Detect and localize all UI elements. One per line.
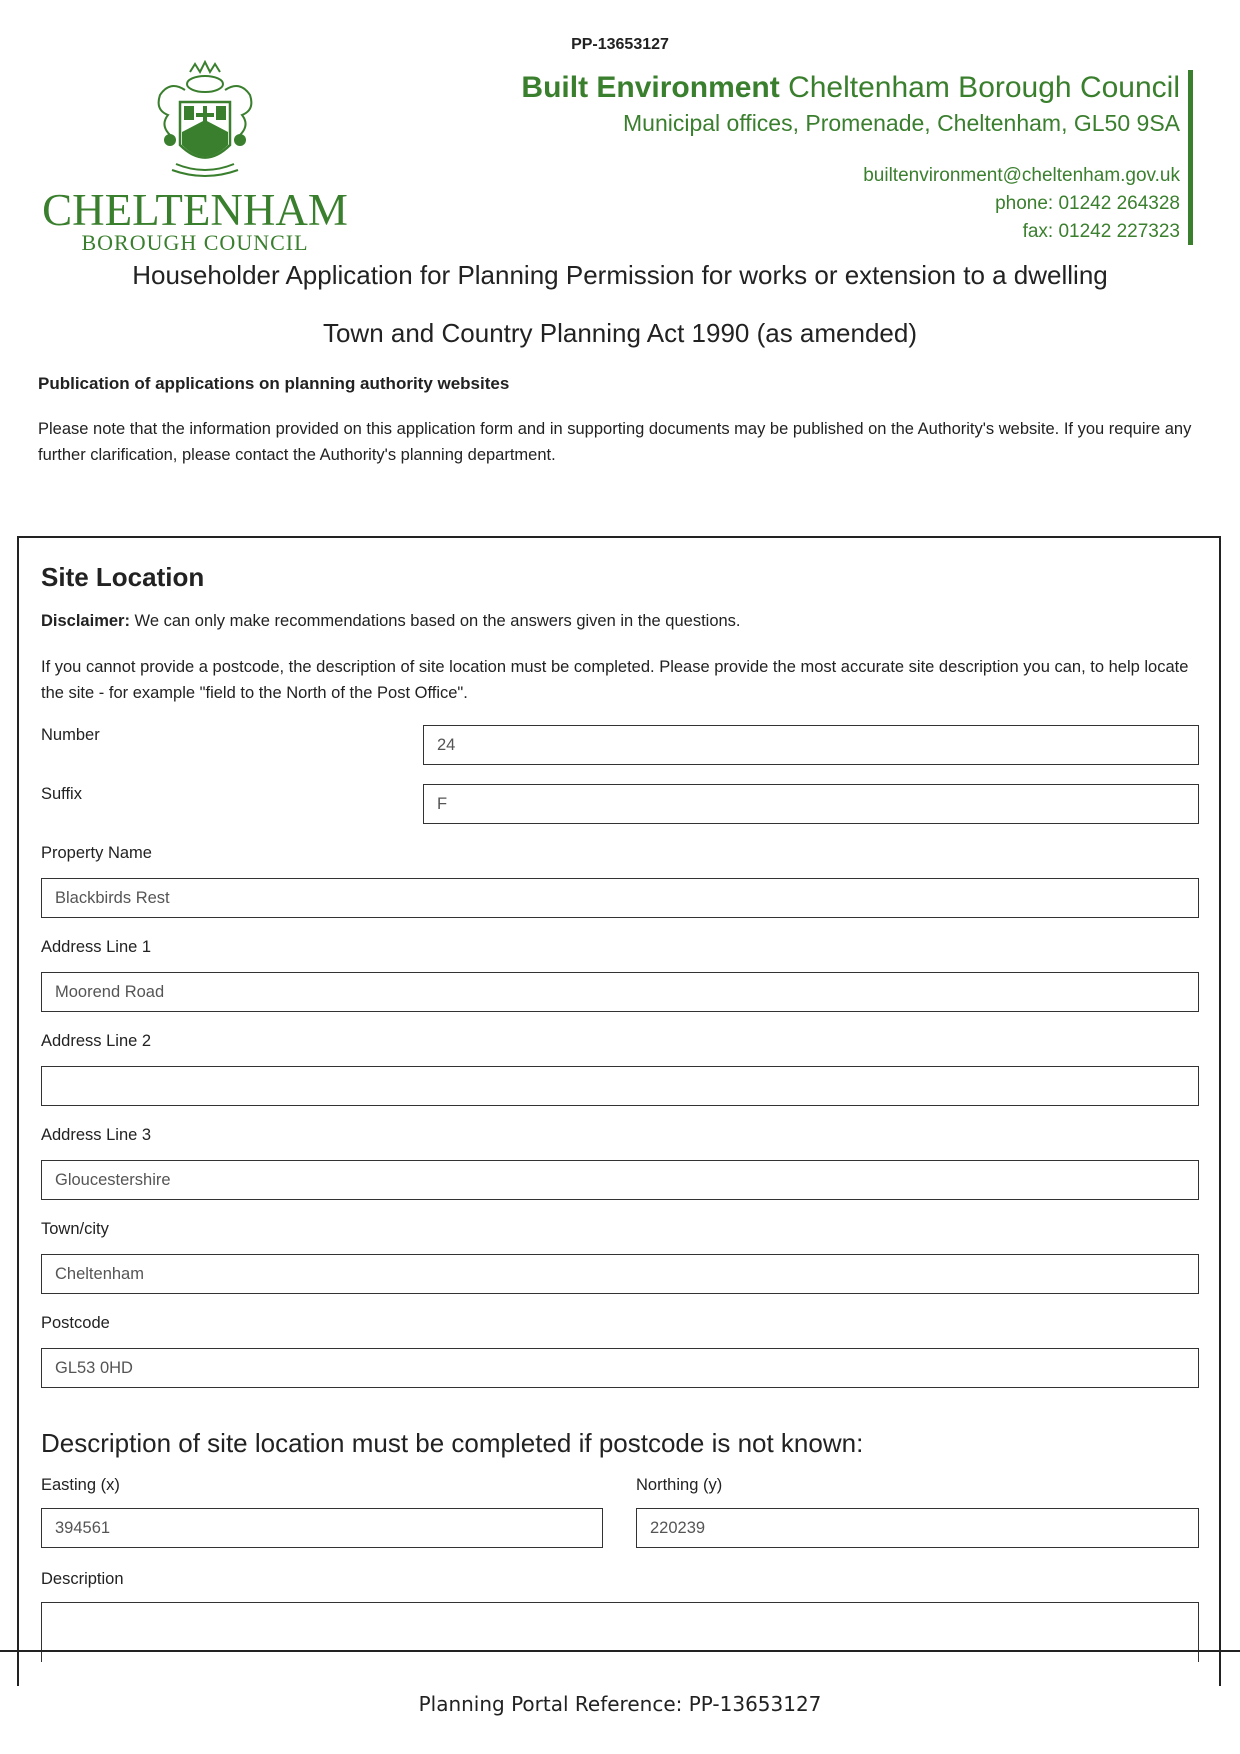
council-address: Municipal offices, Promenade, Cheltenham, GL50 9SA <box>623 110 1180 136</box>
town-city-label: Town/city <box>41 1220 109 1238</box>
publication-heading: Publication of applications on planning authority websites <box>38 374 510 393</box>
suffix-field[interactable]: F <box>423 784 1199 824</box>
property-name-label: Property Name <box>41 844 152 862</box>
form-title: Householder Application for Planning Permission for works or extension to a dwelling <box>132 260 1108 290</box>
number-field[interactable]: 24 <box>423 725 1199 765</box>
act-title: Town and Country Planning Act 1990 (as amended) <box>322 318 918 348</box>
address-line-2-label: Address Line 2 <box>41 1032 152 1050</box>
address-line-2-field[interactable] <box>41 1066 1199 1106</box>
disclaimer-text: We can only make recommendations based on the answers given in the questions. <box>129 612 741 630</box>
council-contact-block <box>521 68 1180 246</box>
postcode-label: Postcode <box>41 1314 110 1332</box>
page-bottom-rule <box>0 1650 1240 1652</box>
postcode-field[interactable]: GL53 0HD <box>41 1348 1199 1388</box>
coat-of-arms-icon <box>140 60 270 190</box>
council-email: builtenvironment@cheltenham.gov.uk <box>863 165 1180 186</box>
site-location-section <box>17 536 1221 1686</box>
header-accent-bar <box>1188 70 1193 245</box>
department-name: Built Environment <box>521 71 780 104</box>
address-line-3-field[interactable]: Gloucestershire <box>41 1160 1199 1200</box>
number-label: Number <box>41 726 100 744</box>
disclaimer-label: Disclaimer: <box>41 612 130 630</box>
description-label: Description <box>41 1570 124 1588</box>
reference-number: PP-13653127 <box>571 36 669 53</box>
disclaimer <box>41 612 741 631</box>
easting-label: Easting (x) <box>41 1476 120 1494</box>
address-line-1-label: Address Line 1 <box>41 938 152 956</box>
council-name: Cheltenham Borough Council <box>779 71 1180 104</box>
section-title: Site Location <box>41 562 205 592</box>
council-logo <box>40 60 360 255</box>
council-title <box>521 68 1180 108</box>
address-line-1-field[interactable]: Moorend Road <box>41 972 1199 1012</box>
footer-reference: Planning Portal Reference: PP-13653127 <box>418 1692 822 1716</box>
property-name-field[interactable]: Blackbirds Rest <box>41 878 1199 918</box>
description-heading: Description of site location must be completed if postcode is not known: <box>41 1428 864 1458</box>
council-fax: fax: 01242 227323 <box>1022 221 1180 242</box>
suffix-label: Suffix <box>41 785 82 803</box>
northing-field[interactable]: 220239 <box>636 1508 1199 1548</box>
council-phone: phone: 01242 264328 <box>995 193 1180 214</box>
address-line-3-label: Address Line 3 <box>41 1126 152 1144</box>
logo-subtitle: BOROUGH COUNCIL <box>81 230 309 255</box>
northing-label: Northing (y) <box>636 1476 723 1494</box>
logo-wordmark: CHELTENHAM <box>42 185 348 235</box>
description-textarea[interactable] <box>41 1602 1199 1662</box>
easting-field[interactable]: 394561 <box>41 1508 603 1548</box>
postcode-help-text: If you cannot provide a postcode, the description of site location must be completed. Please provide the most accurate site description you can, to help locate the site - for example "field to the North of the Post Office". <box>41 658 1189 702</box>
publication-text: Please note that the information provided on this application form and in supporting documents may be published on the Authority's website. If you require any further clarification, please contact the Authority's planning department. <box>38 420 1192 464</box>
town-city-field[interactable]: Cheltenham <box>41 1254 1199 1294</box>
